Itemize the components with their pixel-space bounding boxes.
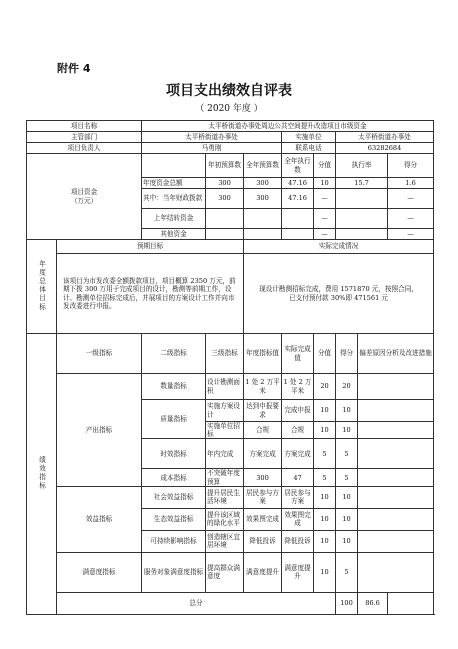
fund-row-budget [206,229,244,240]
indicator-target: 合规 [244,422,282,439]
project-name-label: 项目名称 [27,121,142,132]
col-initial-budget: 年初预算数 [206,154,244,178]
col-actual: 实际完成值 [282,334,314,374]
indicator-value: 10 [314,400,336,422]
phone-value: 63282684 [336,143,434,154]
fund-row-value: — [314,189,336,209]
indicator-reason [358,486,434,508]
indicator-l2: 数量指标 [142,374,206,400]
indicator-reason [358,439,434,469]
indicator-value: 10 [314,422,336,439]
evaluation-table [26,120,434,615]
expected-goal-header: 预期目标 [57,240,244,254]
total-label: 总分 [57,592,336,614]
indicator-target: 效果图完成 [244,508,282,530]
fund-row-rate: 15.7 [336,178,388,189]
form-title: 项目支出绩效自评表 [166,83,292,99]
indicator-value: 20 [314,374,336,400]
attachment-label: 附件 4 [57,62,91,75]
indicator-reason [358,469,434,486]
project-name: 太平桥街道办事处周边公共空间提升改造项目市级资金 [142,121,434,132]
col-full-budget: 全年预算数 [244,154,282,178]
col-reason: 偏差原因分析及改进措施 [358,334,434,374]
leader-value: 马勇刚 [142,143,282,154]
indicator-l2: 时效指标 [142,439,206,469]
indicator-reason [358,552,434,592]
indicator-actual: 47 [282,469,314,486]
funds-header-blank [142,154,206,178]
indicator-score: 5 [336,552,358,592]
col-exec-amount: 全年执行数 [282,154,314,178]
expected-goal-text: 该项目为市发改委全额拨款项目，项目概算 2350 万元，前期下拨 300 万用于完成项目的设计，勘测等前期工作，设计、勘测单位招标完成后，并展项目的方案设计工作并向市发改委进行申报。 [57,254,244,334]
indicator-l3: 实施单位招标 [206,422,244,439]
col-level3: 三级指标 [206,334,244,374]
indicator-actual: 效果图完成 [282,508,314,530]
indicator-actual: 合规 [282,422,314,439]
indicator-value: 10 [314,552,336,592]
effect-indicator-label: 效益指标 [57,486,142,552]
fund-row-budget: 300 [206,189,244,209]
fund-row-score: — [388,189,434,209]
fund-row-score: — [388,229,434,240]
indicator-l2: 质量指标 [142,400,206,439]
indicator-l3: 实施方案设计 [206,400,244,422]
exec-unit-value: 太平桥街道办事处 [336,132,434,143]
fund-row-full: 300 [244,178,282,189]
fund-row-name: 其中：当年财政拨款 [142,189,206,209]
fund-row-budget [206,209,244,229]
col-fund-score: 得分 [388,154,434,178]
indicator-l3: 提升居民生活环境 [206,486,244,508]
fund-row-name: 年度资金总额 [142,178,206,189]
fund-row-score: 1.6 [388,178,434,189]
indicator-reason [358,374,434,400]
indicator-reason [358,422,434,439]
fund-row-exec: 47.16 [282,178,314,189]
dept-value: 太平桥街道办事处 [142,132,282,143]
fund-row-budget: 300 [206,178,244,189]
actual-goal-header: 实际完成情况 [244,240,434,254]
fund-row-full [244,209,282,229]
indicator-score: 10 [336,422,358,439]
fund-row-rate [336,229,388,240]
indicator-target: 满意度提升 [244,552,282,592]
fund-row-full [244,229,282,240]
indicator-l2: 生态效益指标 [142,508,206,530]
col-score: 得分 [336,334,358,374]
indicator-reason [358,400,434,422]
indicator-target: 300 [244,469,282,486]
indicator-value: 5 [314,469,336,486]
indicator-value: 10 [314,508,336,530]
indicator-target: 方案完成 [244,439,282,469]
indicator-score: 10 [336,508,358,530]
indicator-target: 1 处 2 万平米 [244,374,282,400]
indicator-score: 10 [336,530,358,552]
indicator-value: 5 [314,439,336,469]
indicator-actual: 1 处 2 万平米 [282,374,314,400]
indicator-actual: 满意度提升 [282,552,314,592]
indicator-score: 20 [336,374,358,400]
output-indicator-label: 产出指标 [57,374,142,487]
funds-label: 项目资金 （万元） [27,154,142,240]
fund-row-exec [282,209,314,229]
indicator-l3: 不突破年度预算 [206,469,244,486]
indicator-l2: 社会效益指标 [142,486,206,508]
dept-label: 主管部门 [27,132,142,143]
indicator-l3: 创造辖区宜居环境 [206,530,244,552]
indicator-actual: 方案完成 [282,439,314,469]
indicator-score: 10 [336,486,358,508]
fund-row-rate [336,209,388,229]
indicator-actual: 完成申报 [282,400,314,422]
annual-goal-label: 年度总体目标 [27,240,57,334]
col-score-value: 分值 [314,154,336,178]
indicator-reason [358,530,434,552]
fund-row-name: 上年结转资金 [142,209,206,229]
fund-row-rate [336,189,388,209]
indicator-score: 5 [336,439,358,469]
col-exec-rate: 执行率 [336,154,388,178]
satisfaction-indicator-label: 满意度指标 [57,552,142,592]
phone-label: 联系电话 [282,143,336,154]
perf-label: 绩效指标 [27,334,57,615]
col-value: 分值 [314,334,336,374]
indicator-score: 10 [336,400,358,422]
indicator-reason [358,508,434,530]
indicator-l2: 服务对象满意度指标 [142,552,206,592]
leader-label: 项目负责人 [27,143,142,154]
fund-row-name: 其他资金 [142,229,206,240]
total-score: 86.6 [358,592,388,614]
indicator-l2: 可持续影响指标 [142,530,206,552]
indicator-target: 达到申报要求 [244,400,282,422]
indicator-target: 降低投诉 [244,530,282,552]
indicator-actual: 居民参与方案 [282,486,314,508]
fund-row-value: — [314,229,336,240]
col-level1: 一级指标 [57,334,142,374]
col-target: 年度指标值 [244,334,282,374]
total-value: 100 [336,592,358,614]
indicator-actual: 降低投诉 [282,530,314,552]
indicator-value: 10 [314,530,336,552]
fund-row-exec [282,229,314,240]
total-blank [388,592,434,614]
indicator-score: 5 [336,469,358,486]
form-year: （ 2020 年度 ） [195,104,263,114]
fund-row-score: — [388,209,434,229]
indicator-l2: 成本指标 [142,469,206,486]
indicator-l3: 年内完成 [206,439,244,469]
exec-unit-label: 实施单位 [282,132,336,143]
indicator-value: 10 [314,486,336,508]
fund-row-value: 10 [314,178,336,189]
fund-row-exec: 47.16 [282,189,314,209]
actual-goal-text: 现设计勘测招标完成，费用 1571870 元，按照合同，已支付预付款 30%即 471561 元 [244,254,434,334]
fund-row-full: 300 [244,189,282,209]
fund-row-value: — [314,209,336,229]
indicator-l3: 提升该区域的绿化水平 [206,508,244,530]
indicator-target: 居民参与方案 [244,486,282,508]
col-level2: 二级指标 [142,334,206,374]
indicator-l3: 提高群众满意度 [206,552,244,592]
indicator-l3: 设计勘测面积 [206,374,244,400]
